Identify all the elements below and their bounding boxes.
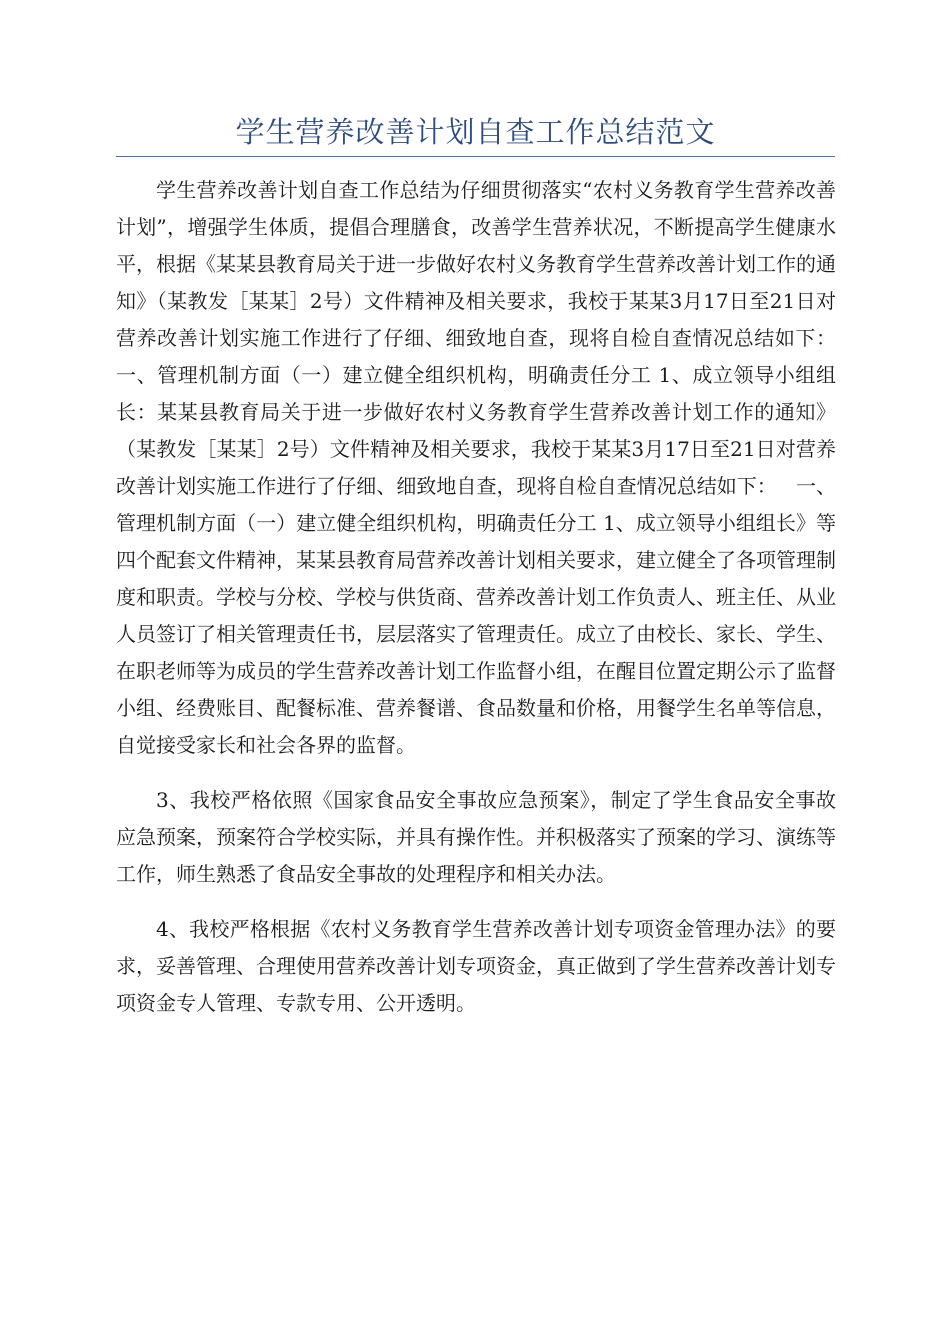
paragraph-2: 3、我校严格依照《国家食品安全事故应急预案》，制定了学生食品安全事故应急预案，预案符合学校实际，并具有操作性。并积极落实了预案的学习、演练等工作，师生熟悉了食品安全事故的处理程序和相关办法。	[116, 788, 836, 886]
paragraph-1: 学生营养改善计划自查工作总结为仔细贯彻落实“农村义务教育学生营养改善计划”，增强学生体质，提倡合理膳食，改善学生营养状况，不断提高学生健康水平，根据《某某县教育局关于进一步做好农村义务教育学生营养改善计划工作的通知》（某教发［某某］2号）文件精神及相关要求，我校于某某3月17日至21日对营养改善计划实施工作进行了仔细、细致地自查，现将自检自查情况总结如下： 一、管理机制方面（一）建立健全组织机构，明确责任分工 1、成立领导小组组长：某某县教育局关于进一步做好农村义务教育学生营养改善计划工作的通知》（某教发［某某］2号）文件精神及相关要求，我校于某某3月17日至21日对营养改善计划实施工作进行了仔细、细致地自查，现将自检自查情况总结如下： 一、管理机制方面（一）建立健全组织机构，明确责任分工 1、成立领导小组组长》等四个配套文件精神，某某县教育局营养改善计划相关要求，建立健全了各项管理制度和职责。学校与分校、学校与供货商、营养改善计划工作负责人、班主任、从业人员签订了相关管理责任书，层层落实了管理责任。成立了由校长、家长、学生、在职老师等为成员的学生营养改善计划工作监督小组，在醒目位置定期公示了监督小组、经费账目、配餐标准、营养餐谱、食品数量和价格，用餐学生名单等信息，自觉接受家长和社会各界的监督。	[116, 178, 856, 757]
title-block	[116, 108, 835, 157]
document-body	[116, 172, 856, 1040]
paragraph-3: 4、我校严格根据《农村义务教育学生营养改善计划专项资金管理办法》的要求，妥善管理、合理使用营养改善计划专项资金，真正做到了学生营养改善计划专项资金专人管理、专款专用、公开透明。	[116, 917, 836, 1015]
page-title: 学生营养改善计划自查工作总结范文	[235, 115, 716, 149]
